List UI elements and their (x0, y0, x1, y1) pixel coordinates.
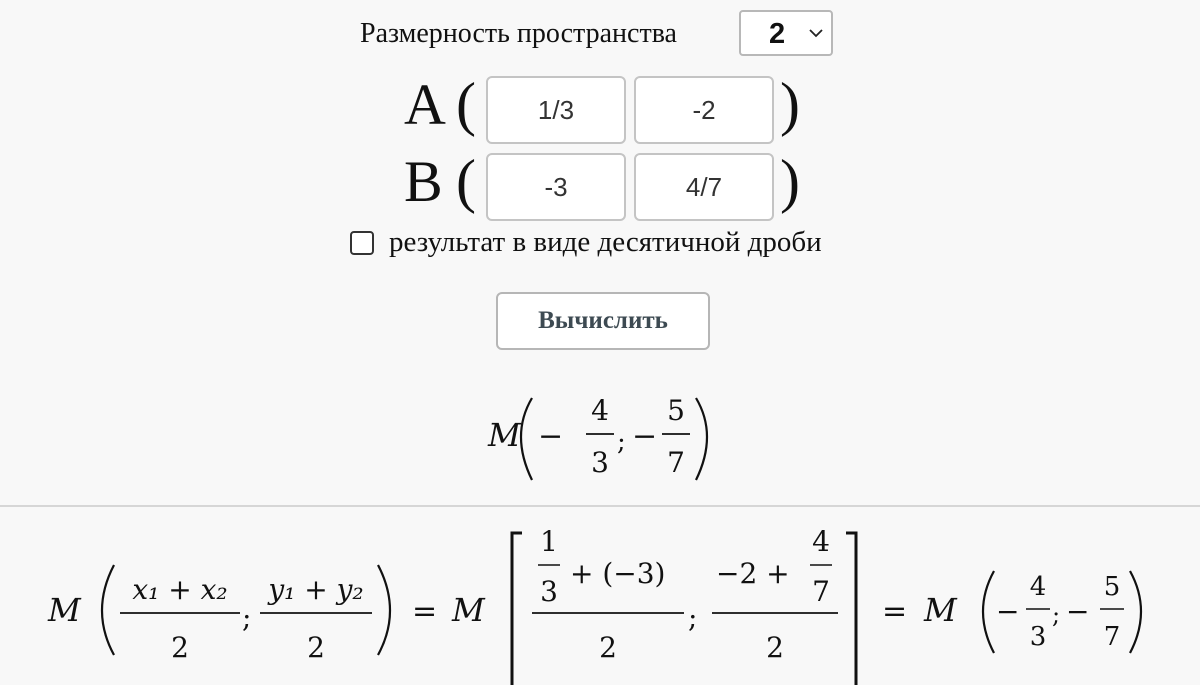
result-close-paren (696, 398, 707, 480)
point-a-y-input[interactable]: -2 (634, 76, 774, 144)
dimension-select[interactable] (739, 10, 833, 56)
formula-y-sub-divisor: 2 (766, 631, 784, 664)
decimal-checkbox-label[interactable]: результат в виде десятичной дроби (389, 226, 822, 258)
dimension-label: Размерность пространства (360, 18, 677, 49)
formula-substituted-point: M (452, 591, 485, 629)
point-a-x-input[interactable]: 1/3 (486, 76, 626, 144)
formula-final-open-paren (983, 571, 994, 653)
point-b-label: B (404, 149, 443, 214)
result-y-numerator: 5 (667, 394, 685, 427)
formula-final-y-denominator: 7 (1103, 622, 1121, 652)
formula-general-open-paren (102, 565, 114, 655)
chevron-down-icon (808, 25, 824, 41)
calculate-button[interactable]: Вычислить (496, 292, 710, 350)
formula-y-sub-numerator: 4 (812, 525, 830, 558)
formula-final-x-denominator: 3 (1029, 622, 1047, 652)
formula-y-sub-denominator: 7 (812, 575, 830, 608)
formula-equals-1: = (412, 594, 438, 629)
formula-y-general: y₁ + y₂ (268, 573, 364, 606)
formula-substituted-open-paren (512, 533, 522, 685)
formula-general-separator: ; (242, 601, 252, 634)
point-b-x-input[interactable]: -3 (486, 153, 626, 221)
result-open-paren (521, 398, 532, 480)
point-a-open-paren: ( (456, 71, 476, 137)
result-separator: ; (617, 427, 626, 457)
result-y-denominator: 7 (667, 446, 685, 479)
point-b-y-input[interactable]: 4/7 (634, 153, 774, 221)
result-x-denominator: 3 (591, 446, 609, 479)
formula-x-sub-denominator: 3 (540, 575, 558, 608)
formula-general-point: M (48, 591, 81, 629)
result-point-name: M (488, 416, 521, 454)
result-x-numerator: 4 (591, 394, 609, 427)
formula-final-close-paren (1130, 571, 1141, 653)
derivation-formula (0, 515, 1200, 685)
formula-y-general-divisor: 2 (307, 631, 325, 664)
formula-x-general: x₁ + x₂ (132, 573, 228, 606)
formula-final-separator: ; (1052, 601, 1061, 629)
decimal-checkbox[interactable] (350, 231, 374, 255)
point-b-open-paren: ( (456, 148, 476, 214)
formula-x-sub-numerator: 1 (540, 525, 558, 558)
formula-y-sub-lead: −2 + (716, 557, 790, 590)
formula-substituted-close-paren (846, 533, 856, 685)
formula-x-sub-rest: + (−3) (570, 557, 666, 590)
formula-final-y-numerator: 5 (1103, 572, 1121, 602)
result-y-sign: − (632, 419, 658, 454)
point-a-close-paren: ) (780, 71, 800, 137)
result-formula (480, 388, 720, 488)
formula-sub-separator: ; (688, 601, 698, 634)
point-a-label: A (404, 72, 446, 137)
formula-x-general-divisor: 2 (171, 631, 189, 664)
section-divider (0, 505, 1200, 507)
formula-final-point: M (924, 591, 957, 629)
formula-final-x-sign: − (996, 595, 1020, 628)
point-b-close-paren: ) (780, 148, 800, 214)
result-x-sign: − (538, 419, 564, 454)
dimension-select-value: 2 (769, 18, 786, 50)
formula-final-x-numerator: 4 (1029, 572, 1047, 602)
formula-x-sub-divisor: 2 (599, 631, 617, 664)
formula-equals-2: = (882, 594, 908, 629)
formula-general-close-paren (378, 565, 390, 655)
formula-final-y-sign: − (1066, 595, 1090, 628)
